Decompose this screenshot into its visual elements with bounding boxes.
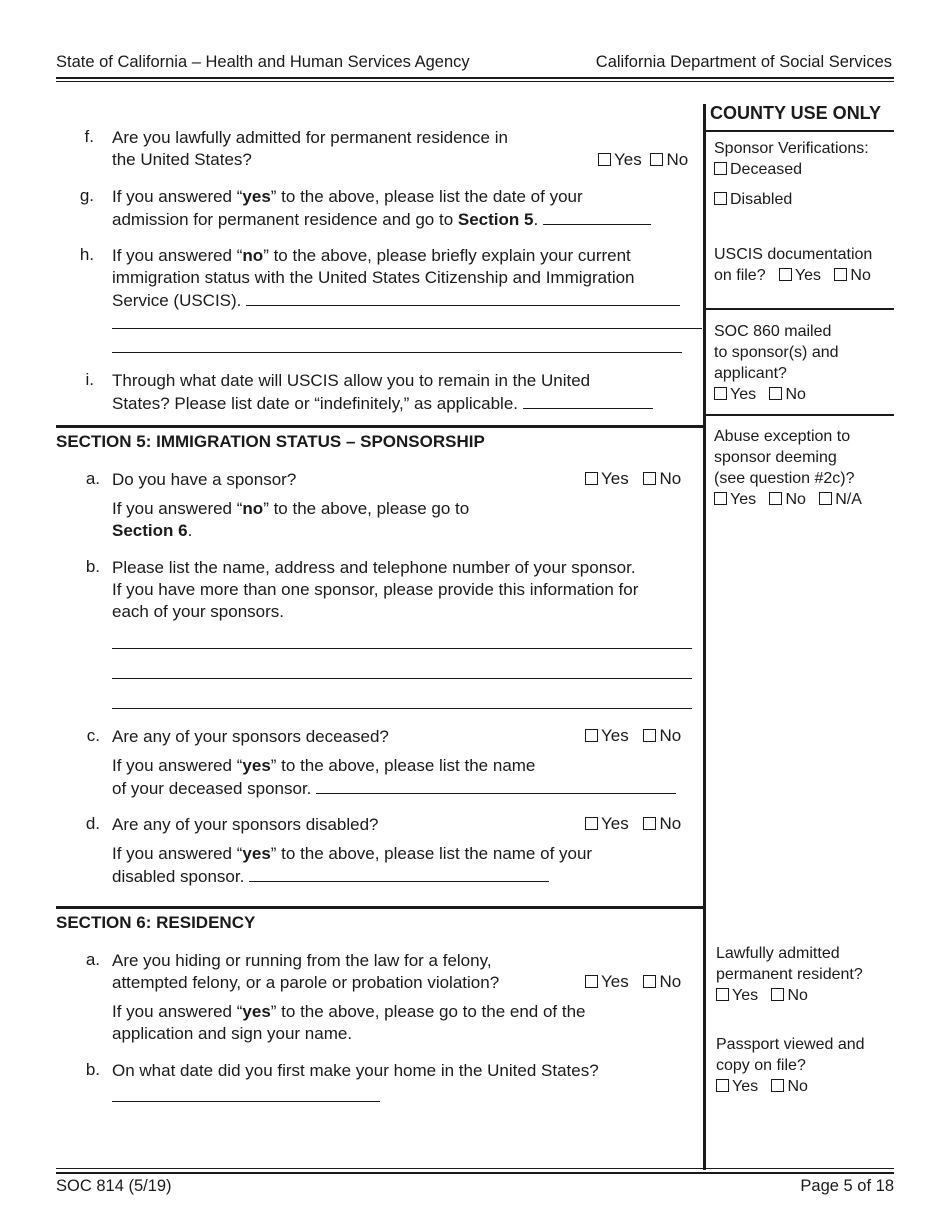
s5-question-b-text: Please list the name, address and telephone number of your sponsor. If you have more than one sponsor, please provide this information for each of your sponsors. <box>112 558 639 621</box>
s6-question-a-letter: a. <box>85 950 100 969</box>
s5-question-d-text: Are any of your sponsors disabled? <box>112 815 379 834</box>
s5-question-d-letter: d. <box>85 814 100 833</box>
county-rule-2 <box>706 414 894 416</box>
disabled-sponsor-name-field[interactable] <box>249 865 549 882</box>
s5-question-c-text: Are any of your sponsors deceased? <box>112 727 389 746</box>
question-f-text: Are you lawfully admitted for permanent residence in the United States? <box>112 128 508 169</box>
s5-question-b-letter: b. <box>85 557 100 576</box>
s5c-yes-checkbox[interactable] <box>585 729 598 742</box>
county-title-rule <box>706 130 894 132</box>
s5-question-d-followup: If you answered “yes” to the above, please list the name of your disabled sponsor. <box>112 844 593 886</box>
footer-rule <box>56 1172 894 1174</box>
sponsor-info-line-3[interactable] <box>112 708 692 709</box>
s6-question-a-text: Are you hiding or running from the law for a felony, attempted felony, or a parole or probation violation? <box>112 951 500 992</box>
question-h-letter: h. <box>79 245 94 264</box>
s5a-yes-checkbox[interactable] <box>585 472 598 485</box>
county-rule-1 <box>706 308 894 310</box>
footer-rule-thin <box>56 1168 894 1169</box>
county-abuse-exception: Abuse exception to sponsor deeming (see question #2c)? Yes No N/A <box>714 428 862 508</box>
question-f-no-checkbox[interactable] <box>650 153 663 166</box>
lawful-yes-checkbox[interactable] <box>716 988 729 1001</box>
immigration-explanation-line-2[interactable] <box>112 328 702 329</box>
admission-date-field[interactable] <box>543 208 651 225</box>
question-f-letter: f. <box>84 127 94 146</box>
s5-question-a-options: Yes No <box>585 469 681 489</box>
county-soc860: SOC 860 mailed to sponsor(s) and applicant? Yes No <box>714 323 839 403</box>
s5-question-c-options: Yes No <box>585 726 681 746</box>
s6-question-a-options: Yes No <box>585 972 681 992</box>
section6-rule <box>56 906 706 909</box>
soc860-no-checkbox[interactable] <box>769 387 782 400</box>
header-department: California Department of Social Services <box>595 53 892 71</box>
abuse-na-checkbox[interactable] <box>819 492 832 505</box>
s5-question-a-letter: a. <box>85 469 100 488</box>
question-g-text: If you answered “yes” to the above, please list the date of your admission for permanent residence and go to Section 5. <box>112 186 651 231</box>
soc860-yes-checkbox[interactable] <box>714 387 727 400</box>
s5-question-c-letter: c. <box>86 726 100 745</box>
section5-title: SECTION 5: IMMIGRATION STATUS – SPONSORSHIP <box>56 432 485 451</box>
question-g-letter: g. <box>79 186 94 205</box>
header-rule-thin <box>56 81 894 82</box>
county-disabled: Disabled <box>714 189 792 210</box>
s5-question-d-options: Yes No <box>585 814 681 834</box>
sponsor-info-line-1[interactable] <box>112 648 692 649</box>
section5-rule <box>56 425 706 428</box>
us-home-date-field[interactable] <box>112 1101 380 1102</box>
passport-no-checkbox[interactable] <box>771 1079 784 1092</box>
header-agency: State of California – Health and Human Services Agency <box>56 53 470 71</box>
passport-yes-checkbox[interactable] <box>716 1079 729 1092</box>
county-use-title: COUNTY USE ONLY <box>710 103 882 123</box>
header-rule <box>56 77 894 79</box>
abuse-no-checkbox[interactable] <box>769 492 782 505</box>
s5c-no-checkbox[interactable] <box>643 729 656 742</box>
uscis-no-checkbox[interactable] <box>834 268 847 281</box>
s5a-no-checkbox[interactable] <box>643 472 656 485</box>
s6-question-b-letter: b. <box>85 1060 100 1079</box>
question-h-text: If you answered “no” to the above, please briefly explain your current immigration status with the United States Citizenship and Immigration Service (USCIS). <box>112 245 680 312</box>
question-i-letter: i. <box>85 370 94 389</box>
uscis-yes-checkbox[interactable] <box>779 268 792 281</box>
footer-form-id: SOC 814 (5/19) <box>56 1177 172 1195</box>
s5-question-c-followup: If you answered “yes” to the above, please list the name of your deceased sponsor. <box>112 755 676 800</box>
uscis-stay-date-field[interactable] <box>523 392 653 409</box>
question-i-text: Through what date will USCIS allow you to remain in the United States? Please list date or “indefinitely,” as applicable. <box>112 370 653 415</box>
sponsor-info-line-2[interactable] <box>112 678 692 679</box>
s5-question-a-text: Do you have a sponsor? <box>112 470 297 489</box>
county-sponsor-verifications: Sponsor Verifications: Deceased <box>714 140 869 178</box>
section6-title: SECTION 6: RESIDENCY <box>56 913 256 932</box>
s6a-yes-checkbox[interactable] <box>585 975 598 988</box>
county-passport: Passport viewed and copy on file? Yes No <box>716 1036 865 1095</box>
immigration-explanation-line-3[interactable] <box>112 352 682 353</box>
s5d-no-checkbox[interactable] <box>643 817 656 830</box>
s5d-yes-checkbox[interactable] <box>585 817 598 830</box>
s6-question-a-followup: If you answered “yes” to the above, please go to the end of the application and sign your name. <box>112 1002 586 1043</box>
county-column-divider <box>703 104 706 1170</box>
abuse-yes-checkbox[interactable] <box>714 492 727 505</box>
county-uscis: USCIS documentation on file? Yes No <box>714 246 873 284</box>
deceased-sponsor-name-field[interactable] <box>316 777 676 794</box>
immigration-explanation-field[interactable] <box>246 289 680 306</box>
s6-question-b-text: On what date did you first make your home in the United States? <box>112 1061 599 1080</box>
deceased-checkbox[interactable] <box>714 162 727 175</box>
question-f-yes-checkbox[interactable] <box>598 153 611 166</box>
disabled-checkbox[interactable] <box>714 192 727 205</box>
s6a-no-checkbox[interactable] <box>643 975 656 988</box>
question-f-options: Yes No <box>598 150 688 170</box>
footer-page-number: Page 5 of 18 <box>800 1177 894 1195</box>
county-lawful-resident: Lawfully admitted permanent resident? Yes No <box>716 945 863 1004</box>
s5-question-a-followup: If you answered “no” to the above, please go to Section 6. <box>112 499 470 540</box>
lawful-no-checkbox[interactable] <box>771 988 784 1001</box>
